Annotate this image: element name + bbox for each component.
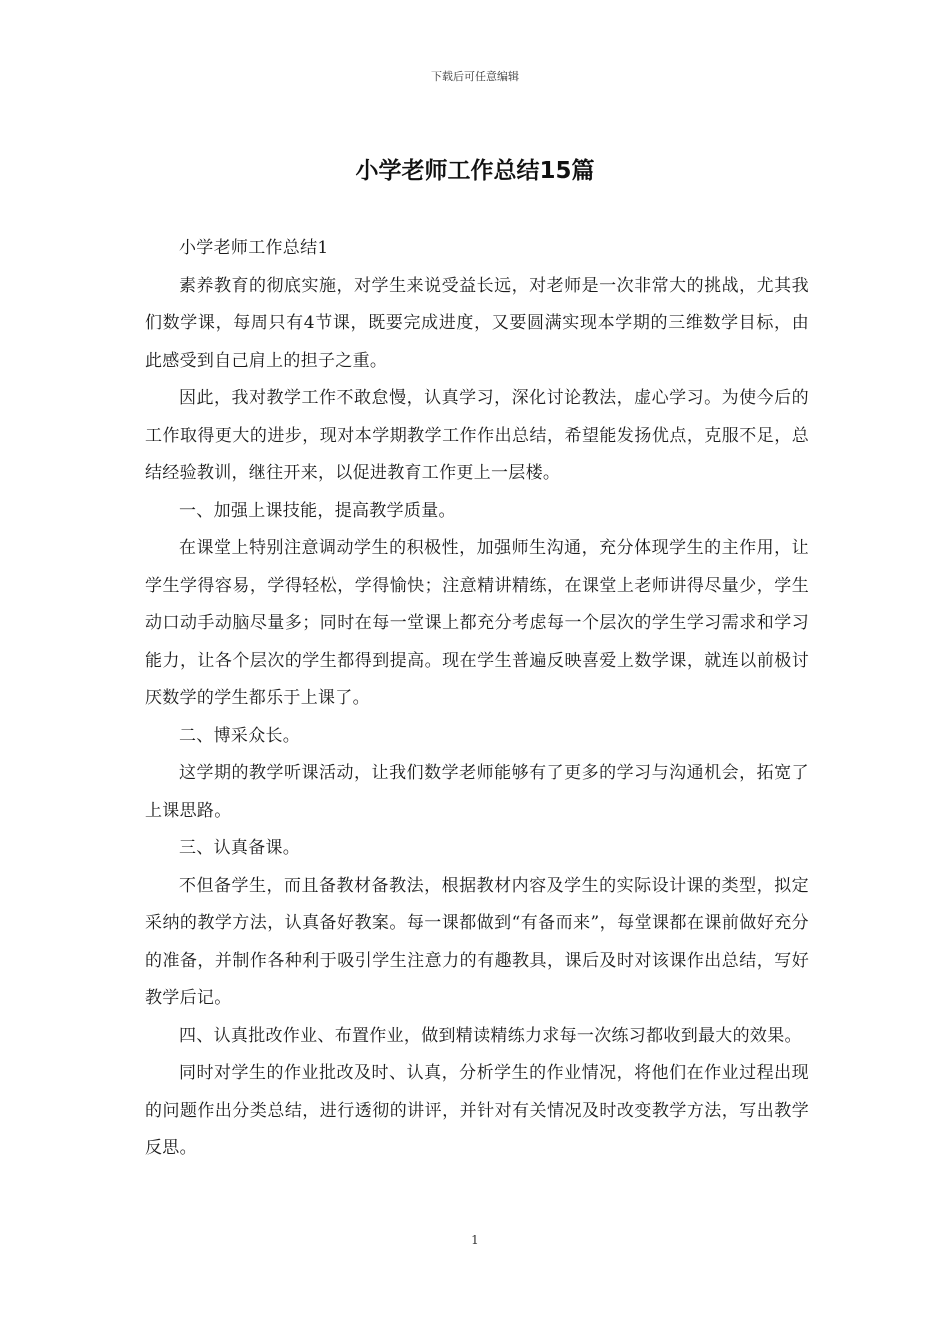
page-number: 1 (471, 1233, 479, 1247)
document-title: 小学老师工作总结15篇 (355, 158, 595, 184)
subsection-heading: 四、认真批改作业、布置作业，做到精读精练力求每一次练习都收到最大的效果。 (179, 1025, 802, 1046)
body-paragraph: 同时对学生的作业批改及时、认真，分析学生的作业情况，将他们在作业过程出现的问题作出分类总结，进行透彻的讲评，并针对有关情况及时改变教学方法，写出教学反思。 (145, 1063, 809, 1158)
body-paragraph: 因此，我对教学工作不敢怠慢，认真学习，深化讨论教法，虚心学习。为使今后的工作取得更大的进步，现对本学期教学工作作出总结，希望能发扬优点，克服不足，总结经验教训，继往开来，以促进教育工作更上一层楼。 (145, 388, 809, 483)
header-note: 下载后可任意编辑 (431, 70, 519, 83)
subsection-heading: 二、博采众长。 (179, 725, 301, 746)
body-paragraph: 在课堂上特别注意调动学生的积极性，加强师生沟通，充分体现学生的主作用，让学生学得容易，学得轻松，学得愉快；注意精讲精练，在课堂上老师讲得尽量少，学生动口动手动脑尽量多；同时在每一堂课上都充分考虑每一个层次的学生学习需求和学习能力，让各个层次的学生都得到提高。现在学生普遍反映喜爱上数学课，就连以前极讨厌数学的学生都乐于上课了。 (145, 538, 809, 708)
body-paragraph: 不但备学生，而且备教材备教法，根据教材内容及学生的实际设计课的类型，拟定采纳的教学方法，认真备好教案。每一课都做到“有备而来”，每堂课都在课前做好充分的准备，并制作各种利于吸引学生注意力的有趣教具，课后及时对该课作出总结，写好教学后记。 (145, 875, 809, 1008)
body-paragraph: 这学期的教学听课活动，让我们数学老师能够有了更多的学习与沟通机会，拓宽了上课思路。 (145, 763, 809, 821)
subsection-heading: 三、认真备课。 (179, 838, 301, 858)
subsection-heading: 一、加强上课技能，提高教学质量。 (179, 500, 456, 521)
document-body (145, 230, 809, 1168)
body-paragraph: 素养教育的彻底实施，对学生来说受益长远，对老师是一次非常大的挑战，尤其我们数学课，每周只有4节课，既要完成进度，又要圆满实现本学期的三维数学目标，由此感受到自己肩上的担子之重。 (145, 275, 809, 371)
section-heading: 小学老师工作总结1 (179, 238, 329, 258)
